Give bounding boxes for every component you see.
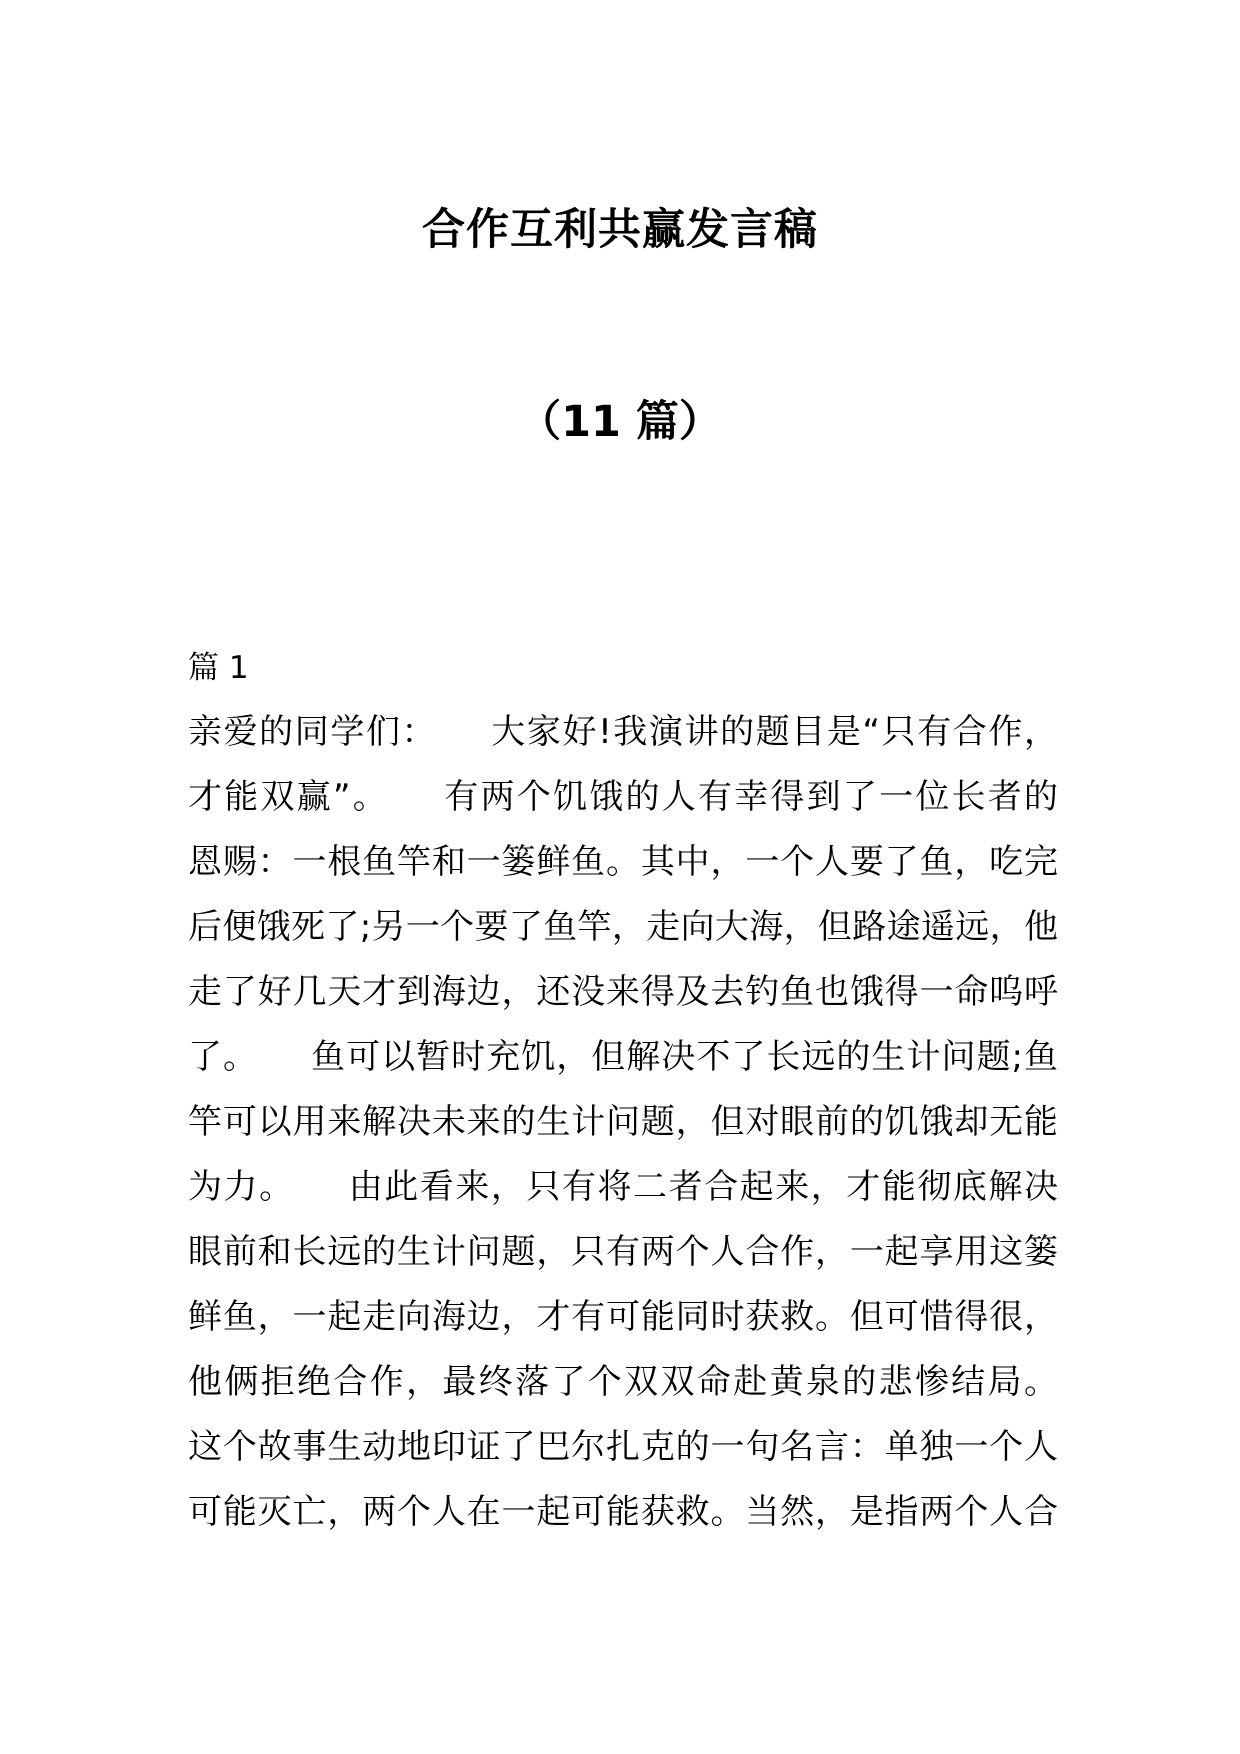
body-line: 走了好几天才到海边，还没来得及去钓鱼也饿得一命呜呼 <box>188 972 1058 1012</box>
body-line: 亲爱的同学们： 大家好!我演讲的题目是“只有合作， <box>188 712 1058 752</box>
document-subtitle: （11 篇） <box>518 397 722 447</box>
body-line: 鲜鱼，一起走向海边，才有可能同时获救。但可惜得很， <box>188 1297 1058 1337</box>
body-line: 才能双赢”。 有两个饥饿的人有幸得到了一位长者的 <box>188 777 1058 817</box>
body-line: 可能灭亡，两个人在一起可能获救。当然，是指两个人合 <box>188 1492 1058 1532</box>
document-title: 合作互利共赢发言稿 <box>422 205 818 255</box>
body-line: 后便饿死了;另一个要了鱼竿，走向大海，但路途遥远，他 <box>188 907 1058 947</box>
body-line: 竿可以用来解决未来的生计问题，但对眼前的饥饿却无能 <box>188 1102 1058 1142</box>
body-line: 他俩拒绝合作，最终落了个双双命赴黄泉的悲惨结局。 <box>188 1362 1058 1402</box>
body-line: 恩赐：一根鱼竿和一篓鲜鱼。其中，一个人要了鱼，吃完 <box>188 842 1058 882</box>
body-line: 这个故事生动地印证了巴尔扎克的一句名言：单独一个人 <box>188 1427 1058 1467</box>
body-line: 眼前和长远的生计问题，只有两个人合作，一起享用这篓 <box>188 1232 1058 1272</box>
body-text <box>188 700 1058 1545</box>
body-line: 了。 鱼可以暂时充饥，但解决不了长远的生计问题;鱼 <box>188 1037 1058 1077</box>
body-line: 为力。 由此看来，只有将二者合起来，才能彻底解决 <box>188 1167 1058 1207</box>
section-label: 篇 1 <box>188 650 249 686</box>
